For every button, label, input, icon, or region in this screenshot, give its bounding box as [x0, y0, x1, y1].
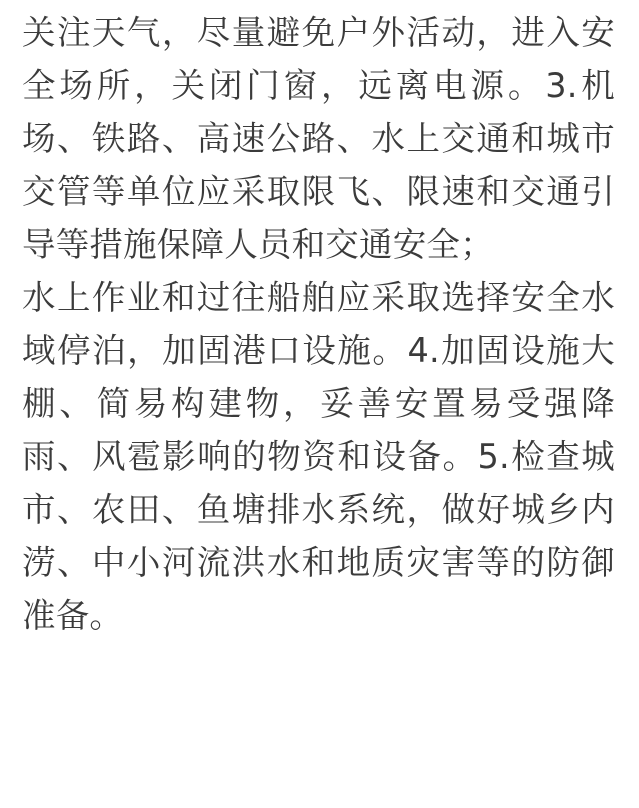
paragraph-2: 水上作业和过往船舶应采取选择安全水域停泊，加固港口设施。4.加固设施大棚、简易构建物，妥善安置易受强降雨、风雹影响的物资和设备。5.检查城市、农田、鱼塘排水系统，做好城乡内涝、中小河流洪水和地质灾害等的防御准备。 — [22, 278, 615, 635]
paragraph-1: 关注天气，尽量避免户外活动，进入安全场所，关闭门窗，远离电源。3.机场、铁路、高速公路、水上交通和城市交管等单位应采取限飞、限速和交通引导等措施保障人员和交通安全； — [22, 13, 615, 264]
